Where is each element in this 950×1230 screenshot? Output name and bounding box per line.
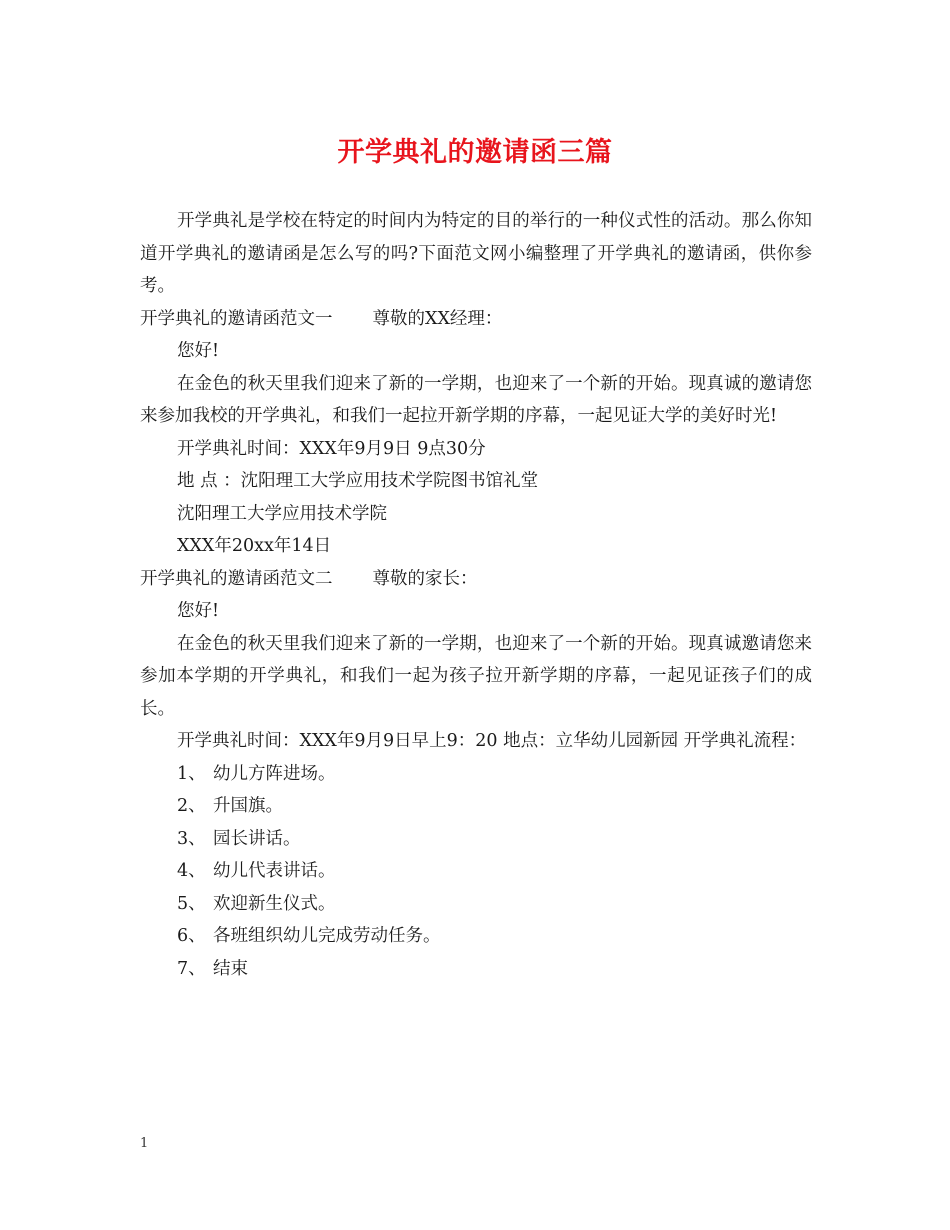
sample1-date: XXX年20xx年14日 — [177, 536, 332, 556]
sample2-salutation: 尊敬的家长： — [372, 568, 478, 589]
list-item — [140, 758, 812, 791]
sample1-place: 地 点 ：沈阳理工大学应用技术学院图书馆礼堂 — [177, 471, 539, 491]
list-item-text: 结束 — [213, 958, 248, 979]
list-item — [140, 855, 812, 888]
list-item-number: 4、 — [177, 861, 206, 881]
document-title: 开学典礼的邀请函三篇 — [337, 137, 613, 168]
list-item-text: 欢迎新生仪式。 — [213, 893, 336, 914]
list-item — [140, 920, 812, 953]
sample2-time-and-flow: 开学典礼时间：XXX年9月9日早上9：20 地点：立华幼儿园新园 开学典礼流程： — [177, 731, 807, 751]
list-item — [140, 823, 812, 856]
sample1-body: 在金色的秋天里我们迎来了新的一学期，也迎来了一个新的开始。现真诚的邀请您来参加我校的开学典礼，和我们一起拉开新学期的序幕，一起见证大学的美好时光! — [140, 373, 812, 426]
list-item-number: 5、 — [177, 893, 206, 914]
list-item-number: 6、 — [177, 926, 206, 946]
flow-list — [140, 758, 812, 986]
sample1-signature: 沈阳理工大学应用技术学院 — [177, 503, 387, 524]
list-item-text: 幼儿方阵进场。 — [213, 763, 336, 784]
sample2-heading-line — [140, 563, 812, 596]
list-item-number: 2、 — [177, 796, 206, 816]
list-item — [140, 790, 812, 823]
list-item-text: 幼儿代表讲话。 — [213, 861, 336, 881]
list-item-text: 园长讲话。 — [213, 828, 301, 849]
list-item — [140, 953, 812, 986]
list-item — [140, 888, 812, 921]
list-item-number: 7、 — [177, 958, 206, 979]
sample1-greeting: 您好! — [177, 341, 220, 361]
sample1-time: 开学典礼时间：XXX年9月9日 9点30分 — [177, 438, 486, 459]
list-item-text: 各班组织幼儿完成劳动任务。 — [213, 926, 441, 946]
document-body — [140, 205, 812, 985]
sample2-greeting: 您好! — [177, 601, 220, 621]
sample1-heading-line — [140, 303, 812, 336]
list-item-text: 升国旗。 — [213, 796, 283, 816]
list-item-number: 1、 — [177, 763, 206, 784]
sample2-body: 在金色的秋天里我们迎来了新的一学期，也迎来了一个新的开始。现真诚邀请您来参加本学期的开学典礼，和我们一起为孩子拉开新学期的序幕，一起见证孩子们的成长。 — [140, 633, 812, 719]
sample2-heading: 开学典礼的邀请函范文二 — [140, 568, 333, 589]
sample1-heading: 开学典礼的邀请函范文一 — [140, 308, 333, 329]
page-number: 1 — [140, 1136, 149, 1151]
intro-paragraph: 开学典礼是学校在特定的时间内为特定的目的举行的一种仪式性的活动。那么你知道开学典礼的邀请函是怎么写的吗?下面范文网小编整理了开学典礼的邀请函，供你参考。 — [140, 211, 812, 296]
sample1-salutation: 尊敬的XX经理： — [372, 308, 503, 329]
list-item-number: 3、 — [177, 828, 206, 849]
